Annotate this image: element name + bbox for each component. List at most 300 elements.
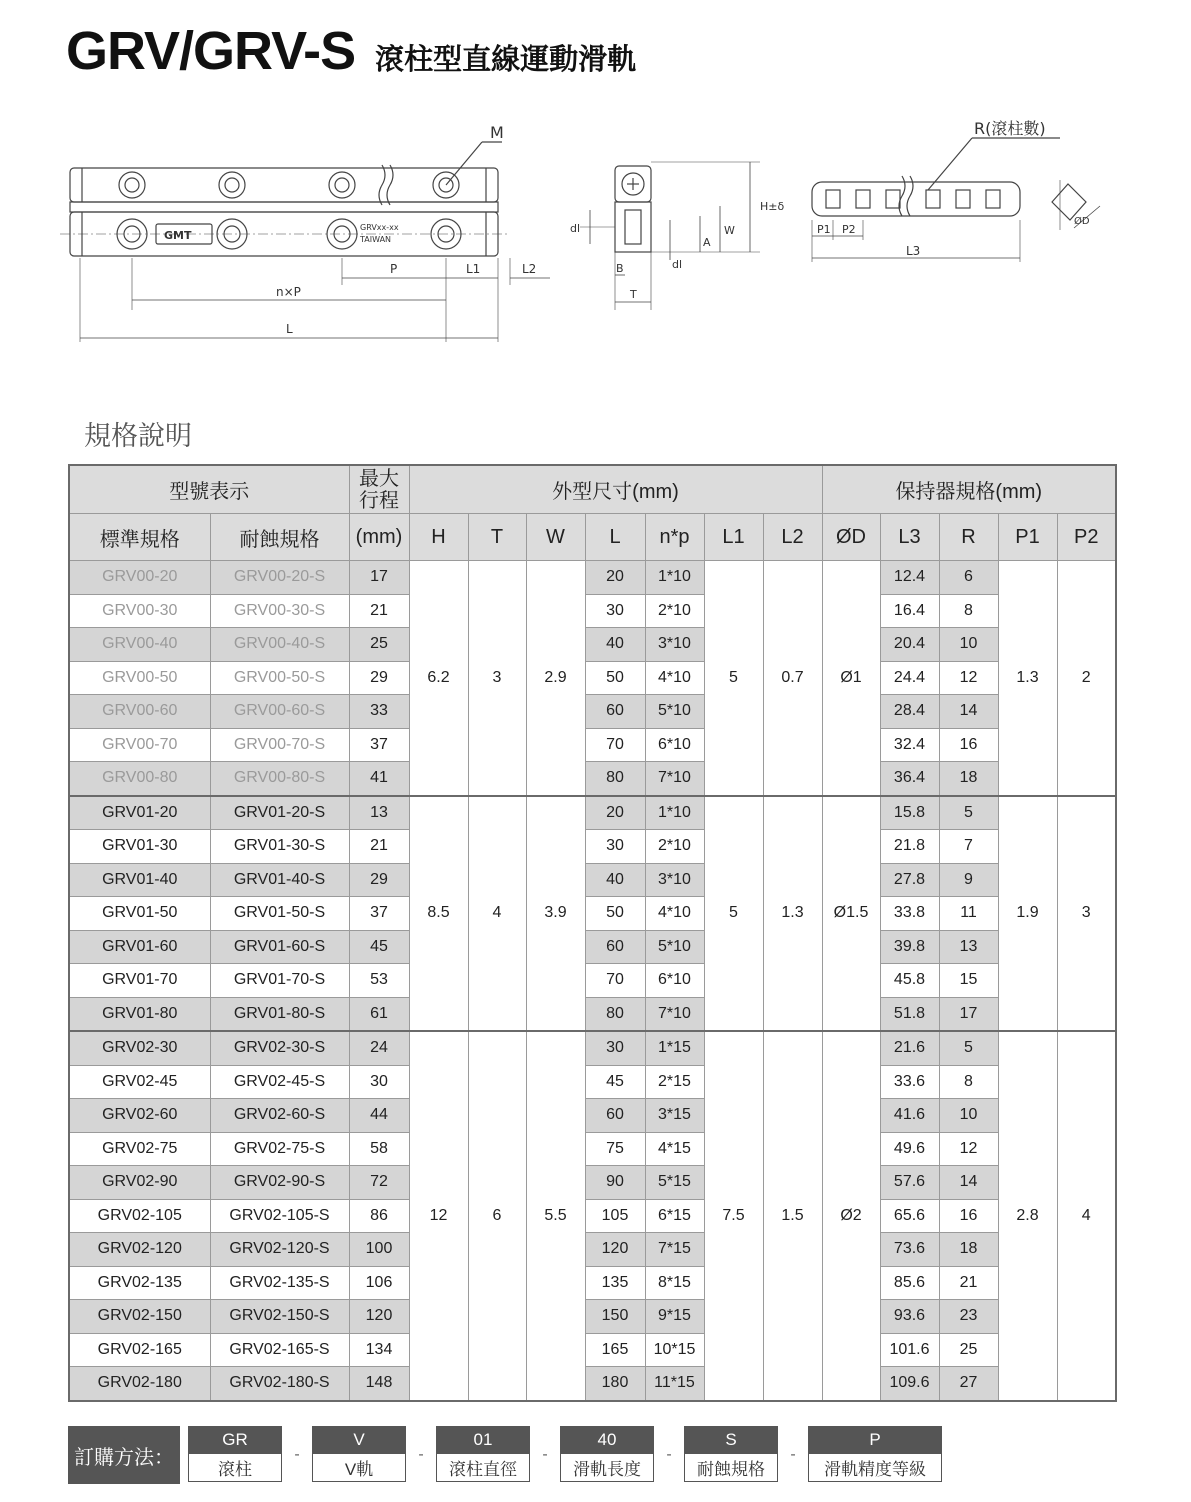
cell-np: 3*15 <box>645 1099 704 1133</box>
table-row <box>69 964 1116 998</box>
cell-np: 7*10 <box>645 997 704 1031</box>
cell-r: 12 <box>939 661 998 695</box>
cell-l: 20 <box>585 796 645 830</box>
order-separator: - <box>790 1446 796 1463</box>
cell-p2: 4 <box>1057 1031 1116 1401</box>
cell-np: 2*10 <box>645 594 704 628</box>
col-std: 標準規格 <box>69 514 210 561</box>
cell-l3: 20.4 <box>880 628 939 662</box>
section-title: 規格說明 <box>84 421 192 451</box>
retainer-shape <box>812 182 1020 216</box>
order-desc: 滑軌精度等級 <box>808 1454 942 1482</box>
technical-drawing <box>60 110 1130 360</box>
cell-d: Ø1 <box>822 561 880 796</box>
cell-l: 50 <box>585 897 645 931</box>
table-row <box>69 661 1116 695</box>
cell-r: 23 <box>939 1300 998 1334</box>
cell-r: 16 <box>939 1199 998 1233</box>
table-row <box>69 1333 1116 1367</box>
cell-l3: 49.6 <box>880 1132 939 1166</box>
cell-l3: 45.8 <box>880 964 939 998</box>
cell-stroke: 53 <box>349 964 409 998</box>
cell-std-model: GRV02-45 <box>69 1065 210 1099</box>
cell-d: Ø1.5 <box>822 796 880 1032</box>
cell-l3: 15.8 <box>880 796 939 830</box>
cell-l2: 1.5 <box>763 1031 822 1401</box>
cell-std-model: GRV00-70 <box>69 728 210 762</box>
cell-l: 60 <box>585 1099 645 1133</box>
table-row <box>69 628 1116 662</box>
cell-r: 12 <box>939 1132 998 1166</box>
order-label: 訂購方法： <box>68 1426 180 1484</box>
cell-l: 45 <box>585 1065 645 1099</box>
cell-t: 3 <box>468 561 526 796</box>
cell-np: 8*15 <box>645 1266 704 1300</box>
cell-stroke: 134 <box>349 1333 409 1367</box>
cell-r: 10 <box>939 1099 998 1133</box>
cell-cor-model: GRV02-150-S <box>210 1300 349 1334</box>
cell-cor-model: GRV00-40-S <box>210 628 349 662</box>
cell-stroke: 148 <box>349 1367 409 1401</box>
table-row <box>69 997 1116 1031</box>
cell-r: 8 <box>939 594 998 628</box>
cell-np: 2*15 <box>645 1065 704 1099</box>
label-np: n×P <box>276 285 301 299</box>
cell-stroke: 29 <box>349 661 409 695</box>
cell-std-model: GRV02-30 <box>69 1031 210 1065</box>
cell-l3: 41.6 <box>880 1099 939 1133</box>
cell-l1: 5 <box>704 561 763 796</box>
col-p1: P1 <box>998 514 1057 561</box>
order-code: 40 <box>560 1426 654 1454</box>
upper-screw-holes <box>119 172 459 198</box>
cell-l: 40 <box>585 863 645 897</box>
cell-h: 12 <box>409 1031 468 1401</box>
cell-l2: 1.3 <box>763 796 822 1032</box>
cell-std-model: GRV01-20 <box>69 796 210 830</box>
table-row <box>69 1199 1116 1233</box>
col-stroke-unit: (mm) <box>349 514 409 561</box>
cell-r: 18 <box>939 1233 998 1267</box>
cell-stroke: 24 <box>349 1031 409 1065</box>
cell-r: 21 <box>939 1266 998 1300</box>
cell-p1: 1.3 <box>998 561 1057 796</box>
col-r: R <box>939 514 998 561</box>
label-m: M <box>490 123 504 142</box>
table-row <box>69 930 1116 964</box>
cell-l3: 51.8 <box>880 997 939 1031</box>
table-row <box>69 1233 1116 1267</box>
cell-t: 6 <box>468 1031 526 1401</box>
label-d: ØD <box>1074 216 1090 227</box>
retainer-strip <box>70 202 498 212</box>
cell-std-model: GRV00-50 <box>69 661 210 695</box>
cell-r: 11 <box>939 897 998 931</box>
cell-r: 5 <box>939 796 998 830</box>
cell-r: 7 <box>939 830 998 864</box>
cell-np: 3*10 <box>645 628 704 662</box>
cell-stroke: 25 <box>349 628 409 662</box>
cell-stroke: 41 <box>349 762 409 796</box>
cell-np: 9*15 <box>645 1300 704 1334</box>
cell-l1: 5 <box>704 796 763 1032</box>
title-main: GRV/GRV-S <box>66 21 356 81</box>
cell-r: 6 <box>939 561 998 595</box>
order-item <box>188 1426 282 1484</box>
cell-h: 8.5 <box>409 796 468 1032</box>
label-a: A <box>703 236 711 249</box>
retainer-rollers <box>826 190 1000 208</box>
cell-l: 80 <box>585 997 645 1031</box>
cell-cor-model: GRV02-75-S <box>210 1132 349 1166</box>
cell-std-model: GRV02-120 <box>69 1233 210 1267</box>
upper-rail-shape <box>70 168 498 202</box>
cell-l3: 65.6 <box>880 1199 939 1233</box>
header-model: 型號表示 <box>69 465 349 514</box>
cell-r: 18 <box>939 762 998 796</box>
cell-stroke: 45 <box>349 930 409 964</box>
cell-r: 8 <box>939 1065 998 1099</box>
label-de: dl <box>570 222 581 235</box>
cell-cor-model: GRV02-30-S <box>210 1031 349 1065</box>
cell-l3: 109.6 <box>880 1367 939 1401</box>
order-code: V <box>312 1426 406 1454</box>
col-l2: L2 <box>763 514 822 561</box>
cell-r: 25 <box>939 1333 998 1367</box>
cell-l: 70 <box>585 728 645 762</box>
cell-cor-model: GRV00-60-S <box>210 695 349 729</box>
cell-np: 6*10 <box>645 964 704 998</box>
col-w: W <box>526 514 585 561</box>
order-item <box>560 1426 654 1484</box>
engraving-2: TAIWAN <box>360 235 392 244</box>
label-l2: L2 <box>522 262 537 276</box>
order-separator: - <box>666 1446 672 1463</box>
cell-r: 5 <box>939 1031 998 1065</box>
cell-l: 90 <box>585 1166 645 1200</box>
label-l: L <box>286 322 293 336</box>
order-code: 01 <box>436 1426 530 1454</box>
cell-l: 60 <box>585 695 645 729</box>
cell-l3: 73.6 <box>880 1233 939 1267</box>
cell-np: 4*10 <box>645 661 704 695</box>
cell-stroke: 61 <box>349 997 409 1031</box>
order-desc: 耐蝕規格 <box>684 1454 778 1482</box>
cell-w: 5.5 <box>526 1031 585 1401</box>
cell-stroke: 72 <box>349 1166 409 1200</box>
title-sub: 滾柱型直線運動滑軌 <box>375 44 637 76</box>
cell-np: 3*10 <box>645 863 704 897</box>
cell-std-model: GRV01-70 <box>69 964 210 998</box>
cell-stroke: 106 <box>349 1266 409 1300</box>
table-row <box>69 695 1116 729</box>
order-items <box>180 1426 942 1484</box>
cell-p2: 3 <box>1057 796 1116 1032</box>
cell-l3: 27.8 <box>880 863 939 897</box>
table-row <box>69 762 1116 796</box>
label-t: T <box>630 288 637 301</box>
cell-l: 30 <box>585 830 645 864</box>
cell-stroke: 21 <box>349 594 409 628</box>
label-w: W <box>724 224 735 237</box>
cell-cor-model: GRV02-165-S <box>210 1333 349 1367</box>
order-code: P <box>808 1426 942 1454</box>
order-code: S <box>684 1426 778 1454</box>
cell-np: 10*15 <box>645 1333 704 1367</box>
cell-np: 6*15 <box>645 1199 704 1233</box>
cell-stroke: 17 <box>349 561 409 595</box>
cell-std-model: GRV02-75 <box>69 1132 210 1166</box>
table-row <box>69 897 1116 931</box>
label-dl: dl <box>672 258 683 271</box>
order-separator: - <box>418 1446 424 1463</box>
cell-p1: 2.8 <box>998 1031 1057 1401</box>
cell-r: 16 <box>939 728 998 762</box>
table-row <box>69 1166 1116 1200</box>
col-p2: P2 <box>1057 514 1116 561</box>
drawing-svg <box>60 110 1130 360</box>
cell-stroke: 30 <box>349 1065 409 1099</box>
cell-l: 80 <box>585 762 645 796</box>
cell-stroke: 37 <box>349 897 409 931</box>
header-retainer: 保持器規格(mm) <box>822 465 1116 514</box>
cell-l: 30 <box>585 1031 645 1065</box>
order-method <box>68 1426 942 1484</box>
cell-stroke: 29 <box>349 863 409 897</box>
cell-std-model: GRV00-40 <box>69 628 210 662</box>
table-row <box>69 1099 1116 1133</box>
order-desc: 滾柱直徑 <box>436 1454 530 1482</box>
label-p: P <box>390 262 398 276</box>
order-desc: 滾柱 <box>188 1454 282 1482</box>
cell-std-model: GRV01-80 <box>69 997 210 1031</box>
cell-std-model: GRV02-150 <box>69 1300 210 1334</box>
col-l: L <box>585 514 645 561</box>
cell-l: 165 <box>585 1333 645 1367</box>
col-t: T <box>468 514 526 561</box>
cell-l3: 85.6 <box>880 1266 939 1300</box>
cell-l: 135 <box>585 1266 645 1300</box>
label-h: H±δ <box>760 200 785 213</box>
col-l3: L3 <box>880 514 939 561</box>
cell-p2: 2 <box>1057 561 1116 796</box>
col-cor: 耐蝕規格 <box>210 514 349 561</box>
cell-cor-model: GRV02-180-S <box>210 1367 349 1401</box>
table-row <box>69 830 1116 864</box>
cell-cor-model: GRV00-30-S <box>210 594 349 628</box>
cell-stroke: 37 <box>349 728 409 762</box>
cell-cor-model: GRV02-120-S <box>210 1233 349 1267</box>
cell-l: 70 <box>585 964 645 998</box>
cell-std-model: GRV00-30 <box>69 594 210 628</box>
order-desc: 滑軌長度 <box>560 1454 654 1482</box>
cell-l: 20 <box>585 561 645 595</box>
cell-cor-model: GRV00-70-S <box>210 728 349 762</box>
cell-std-model: GRV01-60 <box>69 930 210 964</box>
cell-np: 4*10 <box>645 897 704 931</box>
cell-cor-model: GRV01-60-S <box>210 930 349 964</box>
cell-l3: 24.4 <box>880 661 939 695</box>
col-h: H <box>409 514 468 561</box>
cell-np: 7*15 <box>645 1233 704 1267</box>
label-r: R(滾柱數) <box>974 119 1046 138</box>
cell-stroke: 86 <box>349 1199 409 1233</box>
order-code: GR <box>188 1426 282 1454</box>
cell-l3: 32.4 <box>880 728 939 762</box>
table-row <box>69 561 1116 595</box>
header-stroke-mid: 行程 <box>359 489 399 512</box>
cell-std-model: GRV02-165 <box>69 1333 210 1367</box>
cell-l: 120 <box>585 1233 645 1267</box>
header-stroke-top: 最大 <box>359 467 399 490</box>
order-item <box>312 1426 406 1484</box>
table-row <box>69 1367 1116 1401</box>
cell-np: 7*10 <box>645 762 704 796</box>
cell-np: 1*15 <box>645 1031 704 1065</box>
cell-std-model: GRV01-30 <box>69 830 210 864</box>
cell-l3: 12.4 <box>880 561 939 595</box>
roller-detail <box>1052 184 1086 220</box>
cell-std-model: GRV02-90 <box>69 1166 210 1200</box>
logo-text: GMT <box>164 229 192 242</box>
cell-np: 5*10 <box>645 930 704 964</box>
cell-stroke: 13 <box>349 796 409 830</box>
cell-l3: 28.4 <box>880 695 939 729</box>
cell-cor-model: GRV00-80-S <box>210 762 349 796</box>
cell-t: 4 <box>468 796 526 1032</box>
cell-std-model: GRV02-135 <box>69 1266 210 1300</box>
cell-w: 3.9 <box>526 796 585 1032</box>
cell-cor-model: GRV01-40-S <box>210 863 349 897</box>
cell-l3: 101.6 <box>880 1333 939 1367</box>
cell-r: 27 <box>939 1367 998 1401</box>
cell-cor-model: GRV01-50-S <box>210 897 349 931</box>
cell-cor-model: GRV02-60-S <box>210 1099 349 1133</box>
cell-l: 40 <box>585 628 645 662</box>
cell-std-model: GRV01-50 <box>69 897 210 931</box>
order-separator: - <box>542 1446 548 1463</box>
cell-l3: 21.6 <box>880 1031 939 1065</box>
table-row <box>69 863 1116 897</box>
label-p1: P1 <box>817 223 831 236</box>
cell-np: 6*10 <box>645 728 704 762</box>
cell-stroke: 21 <box>349 830 409 864</box>
cell-np: 5*10 <box>645 695 704 729</box>
order-item <box>436 1426 530 1484</box>
cell-l: 105 <box>585 1199 645 1233</box>
cell-r: 9 <box>939 863 998 897</box>
cell-w: 2.9 <box>526 561 585 796</box>
cell-cor-model: GRV01-30-S <box>210 830 349 864</box>
cell-l3: 57.6 <box>880 1166 939 1200</box>
table-row <box>69 1065 1116 1099</box>
cell-stroke: 44 <box>349 1099 409 1133</box>
order-item <box>684 1426 778 1484</box>
header-dims: 外型尺寸(mm) <box>409 465 822 514</box>
cell-l: 30 <box>585 594 645 628</box>
spec-body <box>69 561 1116 1401</box>
col-l1: L1 <box>704 514 763 561</box>
cell-cor-model: GRV01-70-S <box>210 964 349 998</box>
cell-l: 180 <box>585 1367 645 1401</box>
cell-std-model: GRV01-40 <box>69 863 210 897</box>
header-stroke <box>349 465 409 514</box>
cell-stroke: 100 <box>349 1233 409 1267</box>
cell-l3: 16.4 <box>880 594 939 628</box>
cell-d: Ø2 <box>822 1031 880 1401</box>
cell-l3: 33.8 <box>880 897 939 931</box>
cell-cor-model: GRV02-135-S <box>210 1266 349 1300</box>
cell-l1: 7.5 <box>704 1031 763 1401</box>
spec-table <box>68 464 1117 1402</box>
cell-r: 13 <box>939 930 998 964</box>
cell-h: 6.2 <box>409 561 468 796</box>
cell-cor-model: GRV01-20-S <box>210 796 349 830</box>
label-p2: P2 <box>842 223 856 236</box>
cell-std-model: GRV00-60 <box>69 695 210 729</box>
cell-l: 50 <box>585 661 645 695</box>
cell-l3: 93.6 <box>880 1300 939 1334</box>
cell-l3: 36.4 <box>880 762 939 796</box>
cell-l: 75 <box>585 1132 645 1166</box>
cell-r: 15 <box>939 964 998 998</box>
table-row <box>69 1031 1116 1065</box>
label-l3: L3 <box>906 244 921 258</box>
cell-r: 17 <box>939 997 998 1031</box>
cell-l3: 21.8 <box>880 830 939 864</box>
cell-std-model: GRV02-180 <box>69 1367 210 1401</box>
cell-r: 14 <box>939 695 998 729</box>
cell-cor-model: GRV02-45-S <box>210 1065 349 1099</box>
table-row <box>69 594 1116 628</box>
label-b: B <box>616 262 624 275</box>
cell-stroke: 33 <box>349 695 409 729</box>
cell-l2: 0.7 <box>763 561 822 796</box>
table-row <box>69 1300 1116 1334</box>
cell-np: 1*10 <box>645 561 704 595</box>
order-separator: - <box>294 1446 300 1463</box>
cell-p1: 1.9 <box>998 796 1057 1032</box>
table-row <box>69 1132 1116 1166</box>
cell-np: 2*10 <box>645 830 704 864</box>
cell-l: 150 <box>585 1300 645 1334</box>
engraving-1: GRVxx-xx <box>360 223 399 232</box>
cell-l3: 39.8 <box>880 930 939 964</box>
order-item <box>808 1426 942 1484</box>
cell-stroke: 120 <box>349 1300 409 1334</box>
table-row <box>69 728 1116 762</box>
col-d: ØD <box>822 514 880 561</box>
cell-l: 60 <box>585 930 645 964</box>
cell-std-model: GRV02-60 <box>69 1099 210 1133</box>
cell-std-model: GRV00-80 <box>69 762 210 796</box>
cell-np: 5*15 <box>645 1166 704 1200</box>
cell-cor-model: GRV02-105-S <box>210 1199 349 1233</box>
cell-cor-model: GRV00-20-S <box>210 561 349 595</box>
cell-cor-model: GRV02-90-S <box>210 1166 349 1200</box>
cell-cor-model: GRV00-50-S <box>210 661 349 695</box>
cell-np: 1*10 <box>645 796 704 830</box>
cell-r: 10 <box>939 628 998 662</box>
table-row <box>69 796 1116 830</box>
cell-r: 14 <box>939 1166 998 1200</box>
order-desc: V軌 <box>312 1454 406 1482</box>
cell-np: 4*15 <box>645 1132 704 1166</box>
cell-l3: 33.6 <box>880 1065 939 1099</box>
cell-std-model: GRV02-105 <box>69 1199 210 1233</box>
col-np: n*p <box>645 514 704 561</box>
table-row <box>69 1266 1116 1300</box>
